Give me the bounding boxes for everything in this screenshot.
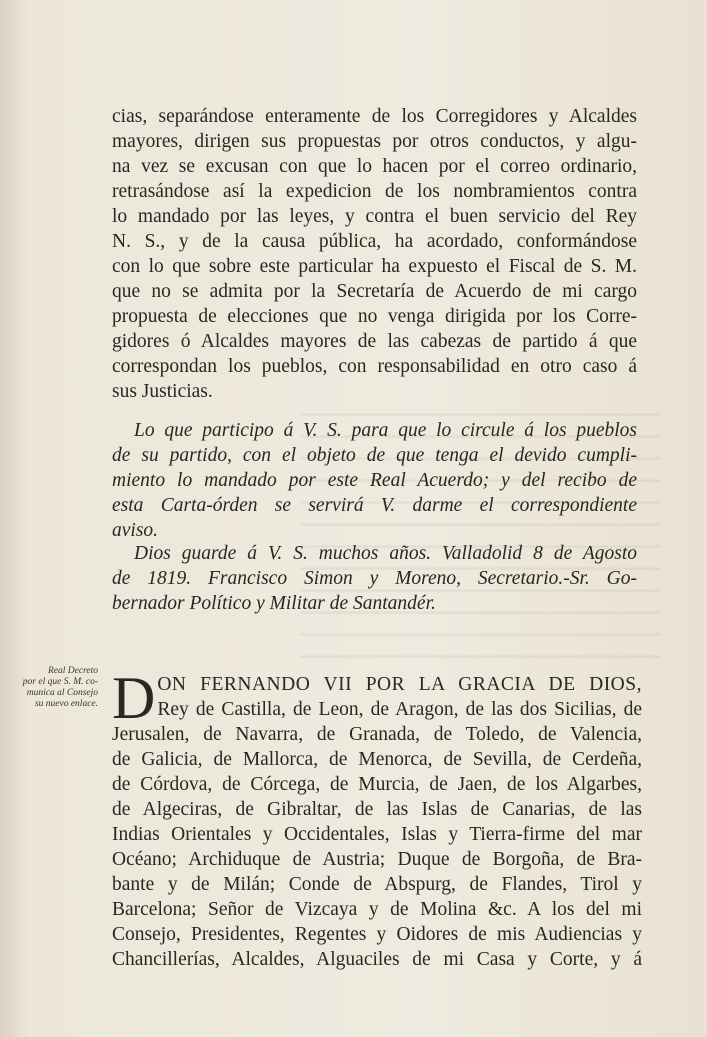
text-line: Jerusalen, de Navarra, de Granada, de Toledo, de Valencia, xyxy=(112,724,642,745)
text-line: Barcelona; Señor de Vizcaya y de Molina &c. A los del mi xyxy=(112,899,642,920)
text-line: Océano; Archiduque de Austria; Duque de Borgoña, de Bra- xyxy=(112,849,642,870)
text-line: de su partido, con el objeto de que tenga el devido cumpli- xyxy=(112,445,637,466)
text-line: bante y de Milán; Conde de Abspurg, de Flandes, Tirol y xyxy=(112,874,642,895)
decree-heading: ON FERNANDO VII POR LA GRACIA DE DIOS, xyxy=(157,674,642,695)
paragraph-decision xyxy=(112,104,637,404)
text-line: Chancillerías, Alcaldes, Alguaciles de mi Casa y Corte, y á xyxy=(112,949,642,970)
text-line: bernador Político y Militar de Santandér. xyxy=(112,593,436,614)
text-line: gidores ó Alcaldes mayores de las cabezas de partido á que xyxy=(112,331,637,352)
text-line: Lo que participo á V. S. para que lo circule á los pueblos xyxy=(134,420,637,441)
margin-note-line: munica al Consejo xyxy=(26,688,98,698)
text-line: sus Justicias. xyxy=(112,381,213,402)
text-line: con lo que sobre este particular ha expuesto el Fiscal de S. M. xyxy=(112,256,637,277)
text-line: retrasándose así la expedicion de los nombramientos contra xyxy=(112,181,637,202)
paragraph-instruction xyxy=(112,418,637,543)
text-line: correspondan los pueblos, con responsabilidad en otro caso á xyxy=(112,356,637,377)
royal-decree xyxy=(112,665,642,972)
text-line: de 1819. Francisco Simon y Moreno, Secretario.-Sr. Go- xyxy=(112,568,637,589)
margin-note-line: por el que S. M. co- xyxy=(22,677,98,687)
text-line: Consejo, Presidentes, Regentes y Oidores de mis Audiencias y xyxy=(112,924,642,945)
text-line: propuesta de elecciones que no venga dirigida por los Corre- xyxy=(112,306,637,327)
margin-note-line: Real Decreto xyxy=(47,666,98,676)
margin-note xyxy=(18,666,98,710)
text-line: esta Carta-órden se servirá V. darme el correspondiente xyxy=(112,495,637,516)
text-line: cias, separándose enteramente de los Corregidores y Alcaldes xyxy=(112,106,637,127)
text-line: aviso. xyxy=(112,520,159,541)
text-line: N. S., y de la causa pública, ha acordado, conformándose xyxy=(112,231,637,252)
text-line: mayores, dirigen sus propuestas por otros conductos, y algu- xyxy=(112,131,637,152)
paragraph-closing-signature xyxy=(112,541,637,616)
text-line: Rey de Castilla, de Leon, de Aragon, de las dos Sicilias, de xyxy=(157,699,642,720)
text-line: Indias Orientales y Occidentales, Islas y Tierra-firme del mar xyxy=(112,824,642,845)
text-line: Dios guarde á V. S. muchos años. Valladolid 8 de Agosto xyxy=(134,543,637,564)
margin-note-line: su nuevo enlace. xyxy=(34,699,98,709)
text-line: lo mandado por las leyes, y contra el buen servicio del Rey xyxy=(112,206,637,227)
drop-cap: D xyxy=(112,665,156,731)
text-line: de Galicia, de Mallorca, de Menorca, de Sevilla, de Cerdeña, xyxy=(112,749,642,770)
text-line: de Córdova, de Córcega, de Murcia, de Jaen, de los Algarbes, xyxy=(112,774,642,795)
text-line: de Algeciras, de Gibraltar, de las Islas de Canarias, de las xyxy=(112,799,642,820)
text-line: na vez se excusan con que lo hacen por el correo ordinario, xyxy=(112,156,637,177)
text-line: miento lo mandado por este Real Acuerdo; y del recibo de xyxy=(112,470,637,491)
text-line: que no se admita por la Secretaría de Acuerdo de mi cargo xyxy=(112,281,637,302)
